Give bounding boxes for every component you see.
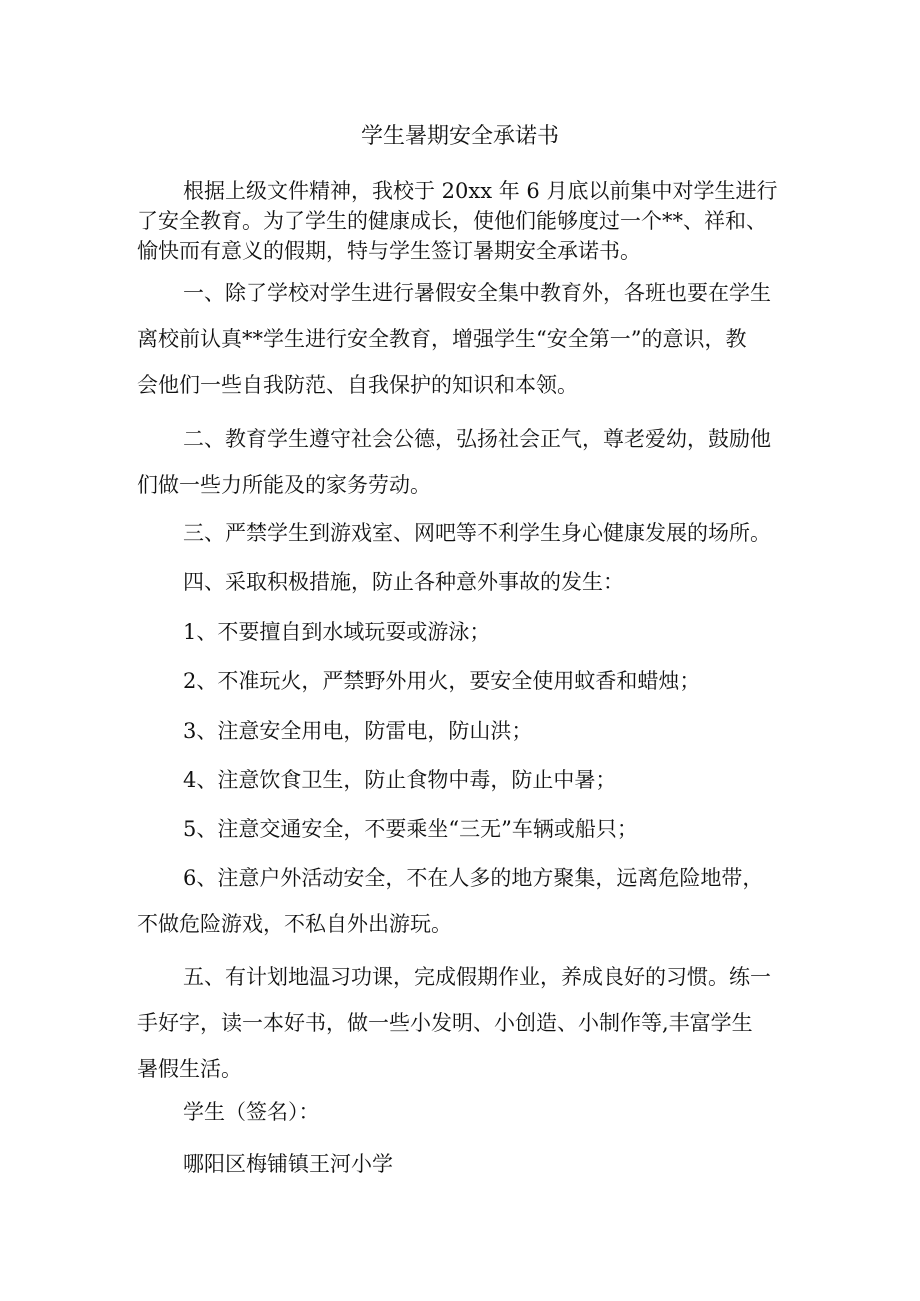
item-5-line: 暑假生活。 (137, 1057, 242, 1081)
sub-item-4: 4、注意饮食卫生，防止食物中毒，防止中暑； (183, 768, 617, 792)
item-2-line: 们做一些力所能及的家务劳动。 (137, 473, 431, 497)
item-5-line: 手好字，读一本好书，做一些小发明、小创造、小制作等,丰富学生 (137, 1011, 753, 1035)
item-5-paragraph (137, 954, 787, 1092)
item-1-line: 一、除了学校对学生进行暑假安全集中教育外，各班也要在学生 (183, 281, 771, 305)
sub-item-3: 3、注意安全用电，防雷电，防山洪； (183, 719, 533, 743)
intro-paragraph (137, 176, 787, 266)
item-3-paragraph: 三、严禁学生到游戏室、网吧等不利学生身心健康发展的场所。 (183, 521, 771, 545)
sub-item-6-line: 不做危险游戏，不私自外出游玩。 (137, 912, 452, 936)
item-1-line: 离校前认真**学生进行安全教育，增强学生“安全第一”的意识，教 (137, 327, 747, 351)
item-1-paragraph (137, 270, 787, 408)
sub-item-5: 5、注意交通安全，不要乘坐“三无”车辆或船只； (183, 817, 638, 841)
intro-line: 根据上级文件精神，我校于 20xx 年 6 月底以前集中对学生进行 (183, 179, 778, 203)
sub-item-6-line: 6、注意户外活动安全，不在人多的地方聚集，远离危险地带， (183, 866, 764, 890)
item-1-line: 会他们一些自我防范、自我保护的知识和本领。 (137, 373, 578, 397)
item-4-paragraph: 四、采取积极措施，防止各种意外事故的发生： (183, 570, 624, 594)
item-2-line: 二、教育学生遵守社会公德，弘扬社会正气，尊老爱幼，鼓励他 (183, 427, 771, 451)
intro-line: 了安全教育。为了学生的健康成长，使他们能够度过一个**、祥和、 (137, 209, 767, 233)
item-2-paragraph (137, 416, 787, 508)
signature-label: 学生（签名）： (183, 1100, 320, 1124)
sub-item-6-paragraph (137, 855, 787, 947)
sub-item-1: 1、不要擅自到水域玩耍或游泳； (183, 620, 491, 644)
sub-item-2: 2、不准玩火，严禁野外用火，要安全使用蚊香和蜡烛； (183, 669, 701, 693)
item-5-line: 五、有计划地温习功课，完成假期作业，养成良好的习惯。练一 (183, 965, 771, 989)
intro-line: 愉快而有意义的假期，特与学生签订暑期安全承诺书。 (137, 239, 641, 263)
document-title: 学生暑期安全承诺书 (360, 124, 559, 149)
school-name: 哪阳区梅铺镇王河小学 (183, 1152, 393, 1176)
